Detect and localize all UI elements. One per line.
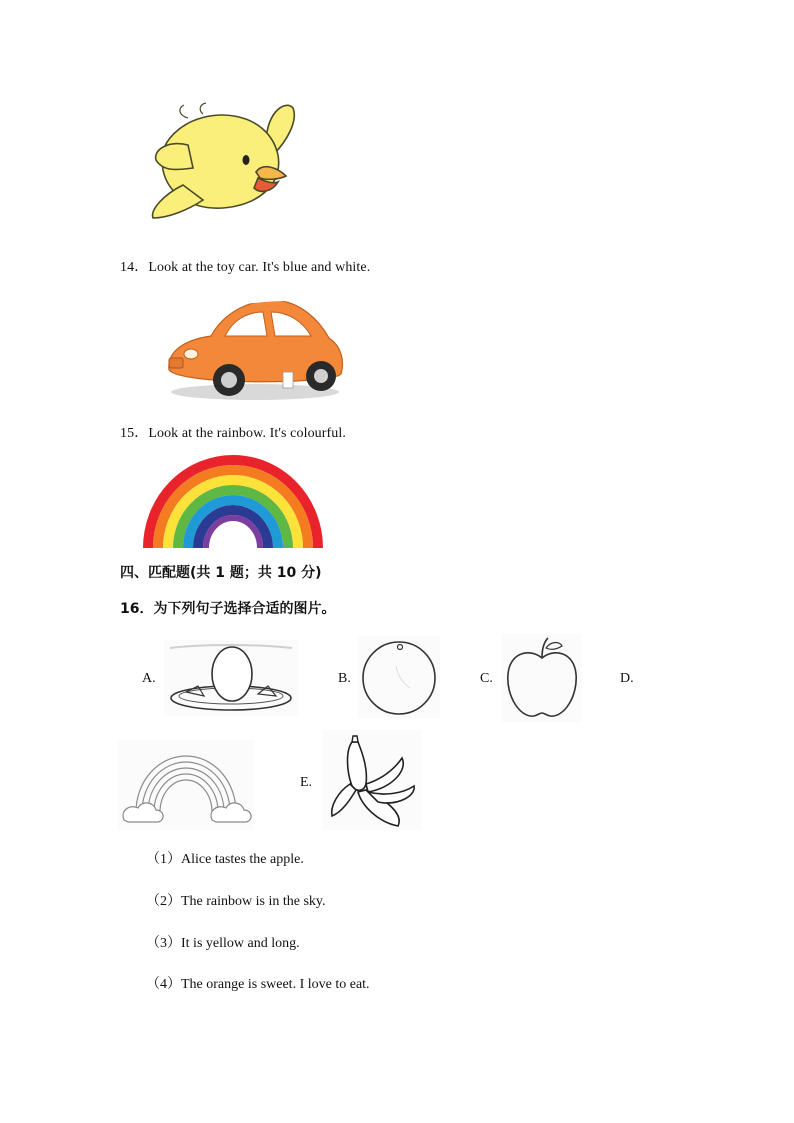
rainbow-image [140,454,326,550]
sentence-4 [146,973,370,993]
option-c-label: C. [480,671,493,686]
question-text: Look at the toy car. It's blue and white. [148,260,371,275]
question-14 [120,256,370,276]
rainbow-icon [118,740,254,830]
sentence-label: （1） [146,852,181,867]
option-e-label: E. [300,775,313,790]
question-number: 14． [120,260,149,275]
question-text: Look at the rainbow. It's colourful. [148,426,346,441]
sentence-1 [146,848,304,868]
apple-icon [502,634,582,722]
orange-icon [358,636,440,718]
toy-car-image [163,292,345,404]
option-b-label: B. [338,671,351,686]
sentence-3 [146,932,300,952]
yellow-bird-image [148,100,300,235]
question-number: 15． [120,426,149,441]
sentence-label: （4） [146,977,181,992]
sentence-text: The orange is sweet. I love to eat. [181,977,370,992]
sentence-label: （3） [146,936,181,951]
question-number: 16． [120,601,154,617]
question-16 [120,598,335,618]
section-title: 四、匹配题(共 1 题；共 10 分) [120,565,322,581]
sentence-label: （2） [146,894,181,909]
question-text: 为下列句子选择合适的图片。 [153,601,336,617]
sentence-text: Alice tastes the apple. [181,852,304,867]
sentence-text: The rainbow is in the sky. [181,894,326,909]
banana-icon [322,730,422,830]
sentence-text: It is yellow and long. [181,936,300,951]
sentence-2 [146,890,326,910]
option-a-label: A. [142,671,156,686]
option-d-label: D. [620,671,634,686]
question-15 [120,422,346,442]
egg-icon [164,640,298,716]
